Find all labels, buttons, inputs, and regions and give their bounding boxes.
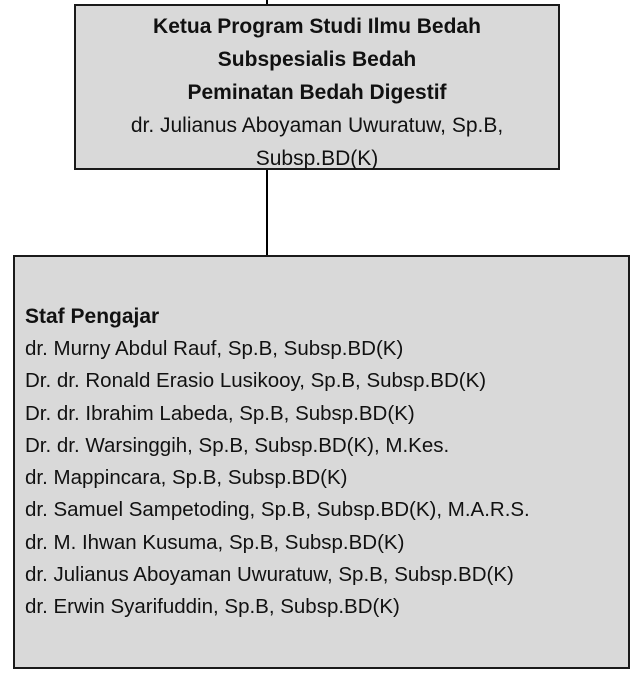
staff-member: dr. Julianus Aboyaman Uwuratuw, Sp.B, Subsp.BD(K) [25,563,514,587]
staff-member: Dr. dr. Ronald Erasio Lusikooy, Sp.B, Subsp.BD(K) [25,369,487,393]
staff-member: dr. Murny Abdul Rauf, Sp.B, Subsp.BD(K) [25,337,404,360]
head-title-line-1: Ketua Program Studi Ilmu Bedah [153,15,481,38]
org-connector-line [266,170,268,256]
staff-member: Dr. dr. Ibrahim Labeda, Sp.B, Subsp.BD(K) [25,401,415,425]
staff-member: dr. M. Ihwan Kusuma, Sp.B, Subsp.BD(K) [25,530,405,554]
head-of-program-box [74,4,560,170]
staff-member: dr. Mappincara, Sp.B, Subsp.BD(K) [25,466,348,490]
staff-title: Staf Pengajar [25,305,160,328]
head-title-line-3: Peminatan Bedah Digestif [187,81,447,104]
staff-member: dr. Samuel Sampetoding, Sp.B, Subsp.BD(K), M.A.R.S. [25,498,530,522]
teaching-staff-box [13,255,630,669]
staff-member: dr. Erwin Syarifuddin, Sp.B, Subsp.BD(K) [25,595,400,619]
staff-member: Dr. dr. Warsinggih, Sp.B, Subsp.BD(K), M.Kes. [25,433,450,457]
head-title-line-2: Subspesialis Bedah [217,48,417,71]
head-name-line-1: dr. Julianus Aboyaman Uwuratuw, Sp.B, [130,114,504,137]
head-name-line-2: Subsp.BD(K) [255,147,379,170]
staff-list [25,333,628,624]
